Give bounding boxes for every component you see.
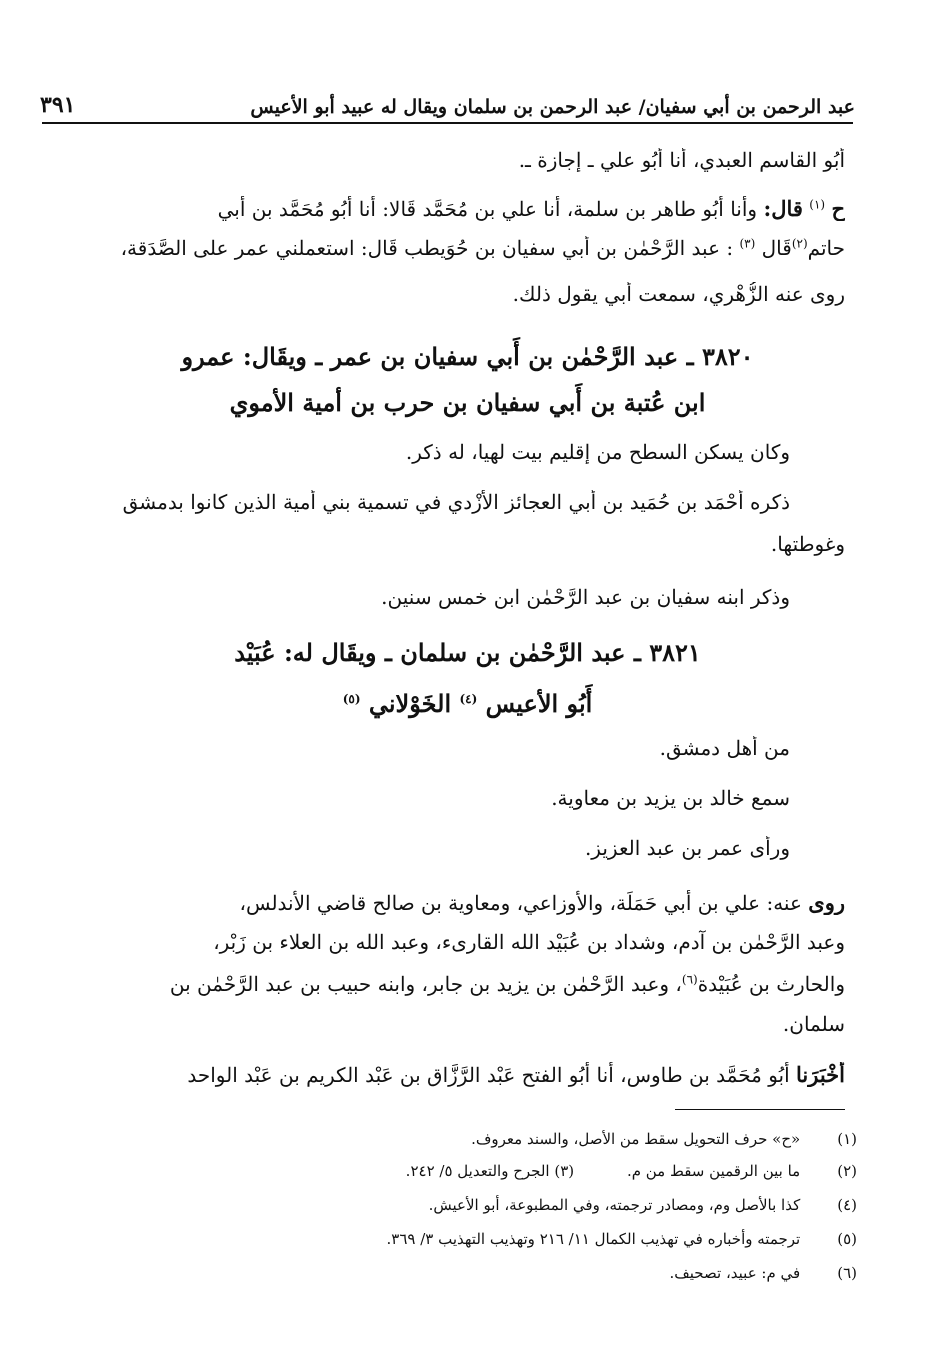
hadith-marker: ح [831, 196, 845, 221]
footnote-number: (٤) [837, 1196, 857, 1214]
footnote-text: «ح» حرف التحويل سقط من الأصل، والسند معروف. [471, 1130, 801, 1148]
text-segment: من أهل دمشق. [659, 736, 790, 760]
text-segment: سلمان. [782, 1012, 845, 1036]
header-divider [42, 122, 853, 124]
bold-keyword: أَخْبَرَنا [796, 1062, 845, 1087]
footnote-number: (١) [837, 1130, 857, 1148]
text-line [48, 890, 845, 915]
text-segment: وكان يسكن السطح من إقليم بيت لهيا، له ذكر. [405, 440, 790, 464]
footnote-text: ما بين الرقمين سقط من م. [626, 1162, 801, 1180]
footnote [60, 1130, 857, 1148]
text-segment: سمع خالد بن يزيد بن معاوية. [551, 786, 790, 810]
text-segment: عنه: علي بن أَبي حَمَلَة، والأوزاعي، ومعاوية بن صالح قاضي الأندلس، [239, 891, 802, 915]
text-line [48, 836, 790, 860]
text-segment: روى عنه الزُّهْري، سمعت أَبي يقول ذلك. [512, 282, 845, 306]
text-line [48, 1012, 845, 1036]
text-segment: ذكره أَحْمَد بن حُمَيد بن أَبي العجائز الأَزْدي في تسمية بني أمية الذين كانوا بدمشق [122, 490, 790, 514]
entry-heading-line [120, 676, 815, 727]
header-title: عبد الرحمن بن أبي سفيان/ عبد الرحمن بن سلمان ويقال له عبيد أبو الأعيس [250, 96, 855, 118]
text-segment: وعبد الرَّحْمٰن بن آدم، وشداد بن عُبَيْد الله القارىء، وعبد الله بن العلاء بن زَبْر، [213, 930, 845, 954]
text-line [48, 236, 845, 260]
entry-heading-line: ابن عُتبة بن أَبي سفيان بن حرب بن أمية الأموي [229, 388, 706, 417]
text-line [48, 196, 845, 221]
footnote-ref: (١) [809, 197, 826, 212]
footnote-text: الجرح والتعديل ٥/ ٢٤٢. [405, 1162, 550, 1180]
page-number: ٣٩١ [40, 92, 76, 118]
text-line [48, 736, 790, 760]
footnote-number: (٢) [837, 1162, 857, 1180]
text-line [48, 282, 845, 306]
text-line [48, 930, 845, 954]
footnote-number: (٣) [554, 1162, 575, 1180]
footnote-divider [675, 1109, 845, 1110]
heading-segment: الخَوْلاني [368, 689, 452, 718]
text-segment: أَبُو مُحَمَّد بن طاوس، أَنا أَبُو الفتح عَبْد الرَّزَّاق بن عَبْد الكريم بن عَبْد الواحد [187, 1063, 790, 1087]
text-line [48, 786, 790, 810]
footnote-ref: (٤) [459, 692, 478, 706]
footnote-number: (٦) [837, 1264, 857, 1282]
text-line [48, 1062, 845, 1087]
footnote-number: (٥) [837, 1230, 857, 1248]
text-segment: حاتم [807, 236, 845, 260]
footnote-ref: (٣) [739, 236, 756, 251]
bold-keyword: روى [808, 890, 845, 915]
text-segment: ، وعبد الرَّحْمٰن بن يزيد بن جابر، وابنه حبيب بن عبد الرَّحْمٰن بن [169, 972, 682, 996]
entry-heading-3821 [120, 630, 815, 727]
text-line [48, 490, 790, 514]
text-line [48, 148, 845, 172]
text-segment: والحارث بن عُبَيْدة [697, 972, 845, 996]
footnote [60, 1230, 857, 1248]
text-line [48, 532, 845, 556]
bold-keyword: قال: [763, 196, 803, 221]
footnote [60, 1162, 857, 1180]
entry-heading-line: ٣٨٢٠ ـ عبد الرَّحْمٰن بن أَبي سفيان بن عمر ـ ويقَال: عمرو [181, 342, 754, 371]
entry-heading-line: ٣٨٢١ ـ عبد الرَّحْمٰن بن سلمان ـ ويقَال له: عُبَيْد [234, 638, 701, 667]
entry-heading-3820 [120, 334, 815, 426]
footnote-ref: (٥) [342, 692, 361, 706]
footnote-text: في م: عبيد، تصحيف. [669, 1264, 801, 1282]
text-segment: وذكر ابنه سفيان بن عبد الرَّحْمٰن ابن خمس سنين. [381, 585, 790, 609]
text-segment: أَبُو القاسم العبدي، أَنا أَبُو علي ـ إجازة ـ. [518, 148, 845, 172]
text-segment: قَال [761, 236, 792, 260]
footnote-text: كذا بالأصل وم، ومصادر ترجمته، وفي المطبوعة، أبو الأعيش. [428, 1196, 801, 1214]
text-segment: : عبد الرَّحْمٰن بن أَبي سفيان بن حُوَيطب قَال: استعملني عمر على الصَّدَقة، [120, 236, 734, 260]
text-segment: وغوطتها. [770, 532, 845, 556]
heading-segment: أَبُو الأعيس [485, 689, 593, 718]
footnote-ref: (٢) [791, 236, 808, 251]
text-line [48, 440, 790, 464]
text-line [48, 972, 845, 996]
footnote [60, 1264, 857, 1282]
footnote [60, 1196, 857, 1214]
footnote-text: ترجمته وأخباره في تهذيب الكمال ١١/ ٢١٦ وتهذيب التهذيب ٣/ ٣٦٩. [386, 1230, 801, 1248]
running-header [40, 78, 855, 118]
text-line [48, 585, 790, 609]
text-segment: ورأى عمر بن عبد العزيز. [584, 836, 790, 860]
footnote-ref: (٦) [681, 972, 698, 987]
text-segment: وأنا أَبُو طاهر بن سلمة، أَنا علي بن مُحَمَّد قَالا: أَنا أَبُو مُحَمَّد بن أَبي [217, 197, 758, 221]
